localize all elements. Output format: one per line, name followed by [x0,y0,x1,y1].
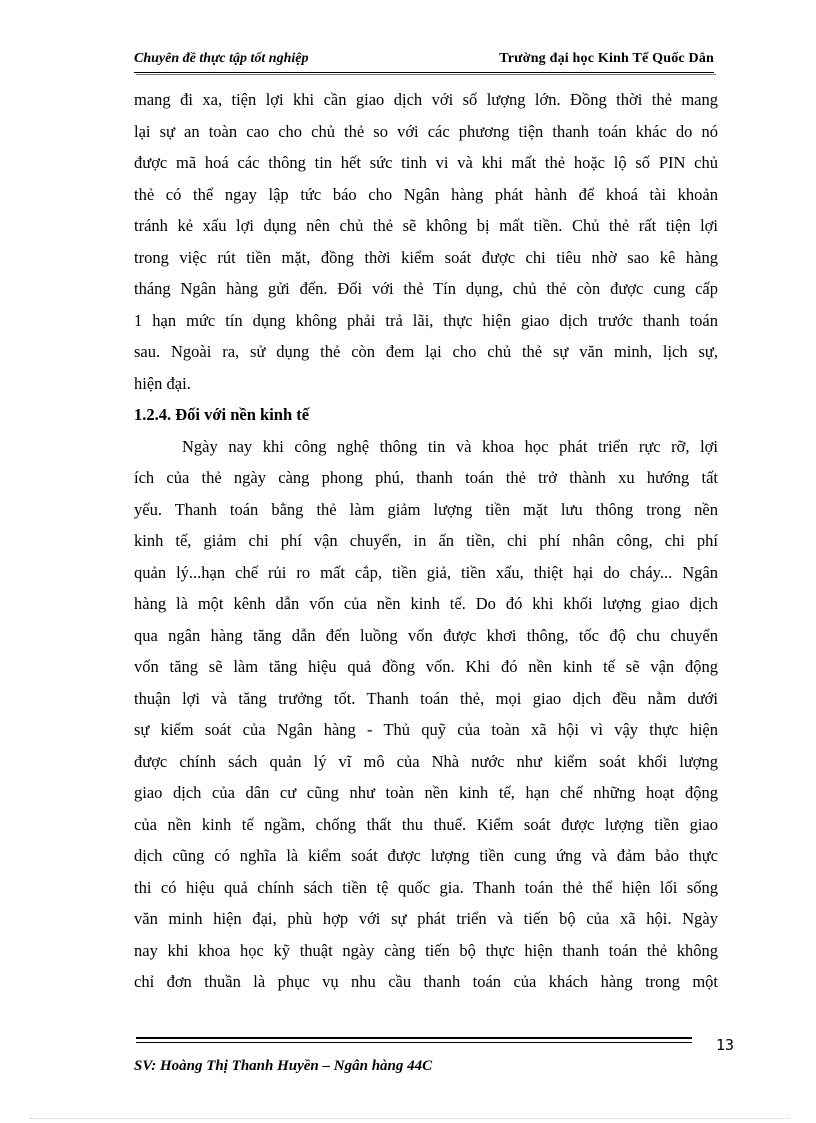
paragraph-line: được mã hoá các thông tin hết sức tinh vi và khi mất thẻ hoặc lộ số PIN chủ [134,153,718,172]
paragraph-line: yếu. Thanh toán bằng thẻ làm giảm lượng tiền mặt lưu thông trong nền [134,499,718,519]
body-text [134,84,718,998]
paragraph-line: ích của thẻ ngày càng phong phú, thanh toán thẻ trở thành xu hướng tất [134,468,718,487]
paragraph-line: thuận lợi và tăng trưởng tốt. Thanh toán thẻ, mọi giao dịch đều nằm dưới [134,688,718,708]
paragraph-line: vốn tăng sẽ làm tăng hiệu quả đồng vốn. Khi đó nền kinh tế sẽ vận động [134,657,718,676]
running-header [134,51,714,71]
header-left-title: Chuyên đề thực tập tốt nghiệp [134,51,309,66]
paragraph-line: văn minh hiện đại, phù hợp với sự phát triển và tiến bộ của xã hội. Ngày [134,909,718,928]
paragraph-line: tháng Ngân hàng gửi đến. Đối với thẻ Tín dụng, chủ thẻ còn được cung cấp [134,279,718,298]
paragraph-line: quản lý...hạn chế rủi ro mất cắp, tiền giả, tiền xấu, thiệt hại do cháy... Ngân [134,562,718,582]
footer-rule-thin [136,1042,692,1043]
paragraph-line: nay khi khoa học kỹ thuật ngày càng tiến bộ thực hiện thanh toán thẻ không [134,940,718,960]
paragraph-line: 1 hạn mức tín dụng không phải trả lãi, thực hiện giao dịch trước thanh toán [134,310,718,330]
paragraph-line: trong việc rút tiền mặt, đồng thời kiểm soát được chi tiêu nhờ sao kê hàng [134,247,718,267]
paragraph-line: dịch cũng có nghĩa là kiểm soát được lượng tiền cung ứng và đảm bảo thực [134,846,718,865]
paragraph-line: lại sự an toàn cao cho chủ thẻ so với các phương tiện thanh toán khác do nó [134,121,718,141]
section-heading: 1.2.4. Đối với nền kinh tế [134,405,310,424]
paragraph-line: sự kiểm soát của Ngân hàng - Thủ quỹ của toàn xã hội vì vậy thực hiện [134,720,718,739]
paragraph-line: chỉ đơn thuần là phục vụ nhu cầu thanh toán của khách hàng trong một [134,972,718,991]
footer-author: SV: Hoàng Thị Thanh Huyền – Ngân hàng 44C [134,1058,433,1074]
page-number: 13 [716,1036,735,1054]
paragraph-line: qua ngân hàng tăng dẫn đến luồng vốn được khơi thông, tốc độ chu chuyển [134,625,718,645]
paragraph-line: hàng là một kênh dẫn vốn của nền kinh tế. Do đó khi khối lượng giao dịch [134,594,718,613]
paragraph-line: mang đi xa, tiện lợi khi cần giao dịch với số lượng lớn. Đồng thời thẻ mang [134,90,718,109]
paragraph-line: Ngày nay khi công nghệ thông tin và khoa học phát triển rực rỡ, lợi [182,436,718,456]
paragraph-line: thẻ có thể ngay lập tức báo cho Ngân hàng phát hành để khoá tài khoản [134,184,718,204]
paragraph-line: thi có hiệu quả chính sách tiền tệ quốc gia. Thanh toán thẻ thể hiện lối sống [134,877,718,897]
paragraph-line: sau. Ngoài ra, sử dụng thẻ còn đem lại cho chủ thẻ sự văn minh, lịch sự, [134,342,718,361]
paragraph-line: tránh kẻ xấu lợi dụng nên chủ thẻ sẽ không bị mất tiền. Chủ thẻ rất tiện lợi [134,216,718,235]
header-right-title: Trường đại học Kinh Tế Quốc Dân [499,51,714,66]
header-rule-shadow [136,74,716,75]
paragraph-line: hiện đại. [134,373,191,393]
paragraph-line: của nền kinh tế ngầm, chống thất thu thuế. Kiểm soát được lượng tiền giao [134,814,718,834]
page-bottom-border [30,1118,790,1119]
paragraph-line: kinh tế, giảm chi phí vận chuyển, in ấn tiền, chi phí nhân công, chi phí [134,531,718,550]
header-rule [134,72,714,73]
paragraph-line: giao dịch của dân cư cũng như toàn nền kinh tế, hạn chế những hoạt động [134,783,718,802]
footer-rule-thick [136,1037,692,1039]
paragraph-line: được chính sách quản lý vĩ mô của Nhà nước như kiểm soát khối lượng [134,751,718,771]
